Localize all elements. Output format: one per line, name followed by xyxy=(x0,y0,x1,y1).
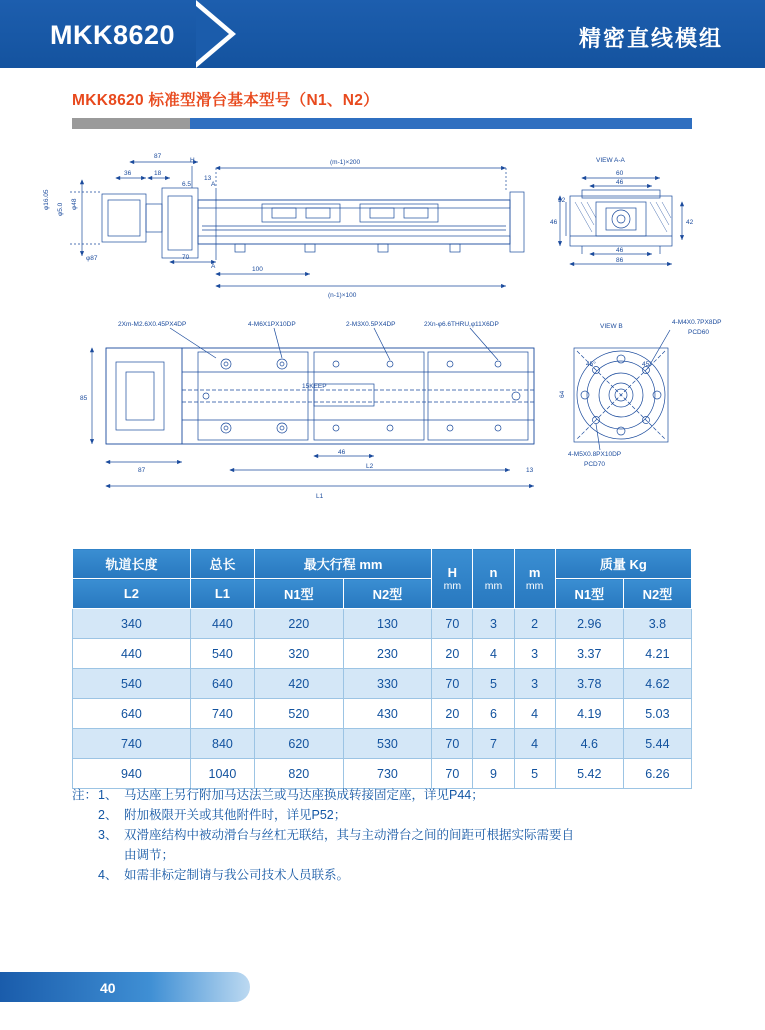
th-l1: L1 xyxy=(190,579,254,609)
header-model-title: MKK8620 xyxy=(50,20,176,50)
cell-stroke-n2: 330 xyxy=(343,669,432,699)
table-row xyxy=(73,699,692,729)
note-text: 附加极限开关或其他附件时，详见P52； xyxy=(124,808,347,822)
cell-m: 4 xyxy=(514,729,555,759)
svg-text:42: 42 xyxy=(686,219,694,226)
svg-text:PCD70: PCD70 xyxy=(584,461,605,468)
cell-n: 9 xyxy=(473,759,514,789)
svg-text:4-M6X1PX10DP: 4-M6X1PX10DP xyxy=(248,321,296,328)
cell-m: 3 xyxy=(514,639,555,669)
specification-table-wrapper xyxy=(72,548,692,789)
th-h-unit: mm xyxy=(443,580,462,592)
cell-l2: 940 xyxy=(73,759,191,789)
note-item xyxy=(72,865,712,885)
svg-text:A: A xyxy=(211,181,216,188)
svg-text:4-M4X0.7PX8DP: 4-M4X0.7PX8DP xyxy=(672,319,722,326)
cell-mass-n2: 4.21 xyxy=(623,639,691,669)
th-mass-n1: N1型 xyxy=(555,579,623,609)
svg-text:18: 18 xyxy=(154,170,162,177)
technical-drawing xyxy=(30,140,735,510)
svg-text:46: 46 xyxy=(550,219,558,226)
note-text: 双滑座结构中被动滑台与丝杠无联结，其与主动滑台之间的间距可根据实际需要自 xyxy=(124,828,575,842)
title-bar-blue-segment xyxy=(190,118,692,129)
th-total-length: 总长 xyxy=(190,549,254,579)
svg-text:6.5: 6.5 xyxy=(182,181,192,188)
th-mass-n2: N2型 xyxy=(623,579,691,609)
cell-mass-n2: 4.62 xyxy=(623,669,691,699)
table-row xyxy=(73,759,692,789)
cell-h: 70 xyxy=(432,609,473,639)
svg-text:φ16.05: φ16.05 xyxy=(43,189,50,210)
cell-stroke-n1: 320 xyxy=(254,639,343,669)
header-arrow-inner-icon xyxy=(196,6,229,62)
section-title-bar xyxy=(72,118,692,129)
svg-text:15KEEP: 15KEEP xyxy=(302,383,327,390)
th-stroke-n1: N1型 xyxy=(254,579,343,609)
th-l2: L2 xyxy=(73,579,191,609)
cell-l1: 840 xyxy=(190,729,254,759)
note-number: 2、 xyxy=(98,808,118,822)
section-title: MKK8620 标准型滑台基本型号（N1、N2） xyxy=(72,92,379,109)
svg-text:86: 86 xyxy=(616,257,624,264)
th-n-label: n xyxy=(489,565,498,580)
svg-text:70: 70 xyxy=(182,254,190,261)
svg-text:4-M5X0.8PX10DP: 4-M5X0.8PX10DP xyxy=(568,451,622,458)
cell-stroke-n2: 230 xyxy=(343,639,432,669)
cell-n: 5 xyxy=(473,669,514,699)
svg-text:φ87: φ87 xyxy=(86,255,98,262)
cell-h: 70 xyxy=(432,729,473,759)
th-h xyxy=(432,549,473,609)
cell-n: 6 xyxy=(473,699,514,729)
svg-text:2-M3X0.5PX4DP: 2-M3X0.5PX4DP xyxy=(346,321,396,328)
notes-block xyxy=(72,785,712,885)
cell-mass-n2: 3.8 xyxy=(623,609,691,639)
table-row xyxy=(73,639,692,669)
svg-text:100: 100 xyxy=(252,266,263,273)
cell-mass-n2: 6.26 xyxy=(623,759,691,789)
svg-text:13: 13 xyxy=(526,467,534,474)
cell-h: 70 xyxy=(432,669,473,699)
cell-stroke-n2: 730 xyxy=(343,759,432,789)
th-max-stroke: 最大行程 mm xyxy=(254,549,431,579)
svg-text:(m-1)×200: (m-1)×200 xyxy=(330,159,361,166)
cell-l1: 440 xyxy=(190,609,254,639)
svg-text:H: H xyxy=(190,157,195,164)
note-spacer xyxy=(72,805,98,825)
cell-mass-n1: 5.42 xyxy=(555,759,623,789)
table-row xyxy=(73,609,692,639)
th-mass: 质量 Kg xyxy=(555,549,691,579)
svg-text:46: 46 xyxy=(616,247,624,254)
svg-text:87: 87 xyxy=(138,467,146,474)
th-n-unit: mm xyxy=(484,580,503,592)
svg-text:85: 85 xyxy=(80,395,88,402)
cell-stroke-n1: 520 xyxy=(254,699,343,729)
cell-mass-n1: 2.96 xyxy=(555,609,623,639)
svg-text:60: 60 xyxy=(616,170,624,177)
note-item xyxy=(72,785,712,805)
cell-l1: 740 xyxy=(190,699,254,729)
svg-text:φ48: φ48 xyxy=(71,198,78,210)
note-number: 4、 xyxy=(98,868,118,882)
notes-label: 注： xyxy=(72,788,98,802)
table-row xyxy=(73,669,692,699)
cell-n: 3 xyxy=(473,609,514,639)
note-continuation: 由调节； xyxy=(124,848,175,862)
cell-mass-n2: 5.44 xyxy=(623,729,691,759)
svg-text:64: 64 xyxy=(559,390,566,398)
cell-stroke-n2: 130 xyxy=(343,609,432,639)
th-h-label: H xyxy=(447,565,458,580)
cell-stroke-n2: 430 xyxy=(343,699,432,729)
note-spacer xyxy=(72,865,98,885)
cell-mass-n2: 5.03 xyxy=(623,699,691,729)
cell-m: 4 xyxy=(514,699,555,729)
cell-mass-n1: 3.37 xyxy=(555,639,623,669)
svg-text:PCD60: PCD60 xyxy=(688,329,709,336)
cell-stroke-n1: 820 xyxy=(254,759,343,789)
table-row xyxy=(73,729,692,759)
th-m-unit: mm xyxy=(525,580,544,592)
table-header-row-1 xyxy=(73,549,692,579)
svg-text:L2: L2 xyxy=(366,463,374,470)
note-spacer xyxy=(72,825,98,845)
cell-l1: 1040 xyxy=(190,759,254,789)
note-text: 马达座上另行附加马达法兰或马达座换成转接固定座，详见P44； xyxy=(124,788,484,802)
cell-l2: 440 xyxy=(73,639,191,669)
th-m xyxy=(514,549,555,609)
svg-text:(n-1)×100: (n-1)×100 xyxy=(328,292,357,299)
cell-n: 7 xyxy=(473,729,514,759)
table-header-row-2 xyxy=(73,579,692,609)
note-number: 1、 xyxy=(98,788,118,802)
svg-text:2Xm-M2.6X0.45PX4DP: 2Xm-M2.6X0.45PX4DP xyxy=(118,321,187,328)
svg-text:46: 46 xyxy=(616,179,624,186)
th-track-length: 轨道长度 xyxy=(73,549,191,579)
specification-table xyxy=(72,548,692,789)
cell-m: 2 xyxy=(514,609,555,639)
cell-mass-n1: 4.19 xyxy=(555,699,623,729)
cell-stroke-n2: 530 xyxy=(343,729,432,759)
cell-l2: 340 xyxy=(73,609,191,639)
cell-n: 4 xyxy=(473,639,514,669)
th-stroke-n2: N2型 xyxy=(343,579,432,609)
svg-text:A: A xyxy=(211,263,216,270)
cell-l1: 640 xyxy=(190,669,254,699)
note-number: 3、 xyxy=(98,828,118,842)
page-number: 40 xyxy=(100,980,116,996)
header-series-title: 精密直线模组 xyxy=(578,26,723,51)
cell-h: 70 xyxy=(432,759,473,789)
svg-text:45°: 45° xyxy=(642,361,652,368)
svg-text:φ5.0: φ5.0 xyxy=(57,202,64,216)
svg-text:VIEW B: VIEW B xyxy=(600,323,623,330)
svg-text:32: 32 xyxy=(558,197,566,204)
note-item xyxy=(72,825,712,845)
th-m-label: m xyxy=(528,565,541,580)
svg-text:2Xn-φ6.6THRU,φ11X6DP: 2Xn-φ6.6THRU,φ11X6DP xyxy=(424,321,499,328)
note-text: 如需非标定制请与我公司技术人员联系。 xyxy=(124,868,350,882)
footer-bar xyxy=(0,972,250,1002)
cell-h: 20 xyxy=(432,699,473,729)
cell-l2: 740 xyxy=(73,729,191,759)
svg-text:45°: 45° xyxy=(586,361,596,368)
cell-mass-n1: 3.78 xyxy=(555,669,623,699)
cell-m: 3 xyxy=(514,669,555,699)
cell-h: 20 xyxy=(432,639,473,669)
svg-text:46: 46 xyxy=(338,449,346,456)
cell-l2: 640 xyxy=(73,699,191,729)
cell-m: 5 xyxy=(514,759,555,789)
svg-text:L1: L1 xyxy=(316,493,324,500)
cell-stroke-n1: 220 xyxy=(254,609,343,639)
page-header xyxy=(0,0,765,68)
note-item xyxy=(72,805,712,825)
cell-stroke-n1: 420 xyxy=(254,669,343,699)
cell-mass-n1: 4.6 xyxy=(555,729,623,759)
svg-text:36: 36 xyxy=(124,170,132,177)
svg-text:VIEW A-A: VIEW A-A xyxy=(596,157,625,164)
title-bar-gray-segment xyxy=(72,118,190,129)
cell-stroke-n1: 620 xyxy=(254,729,343,759)
svg-text:87: 87 xyxy=(154,153,162,160)
table-body xyxy=(73,609,692,789)
svg-text:13: 13 xyxy=(204,175,212,182)
cell-l2: 540 xyxy=(73,669,191,699)
th-n xyxy=(473,549,514,609)
cell-l1: 540 xyxy=(190,639,254,669)
